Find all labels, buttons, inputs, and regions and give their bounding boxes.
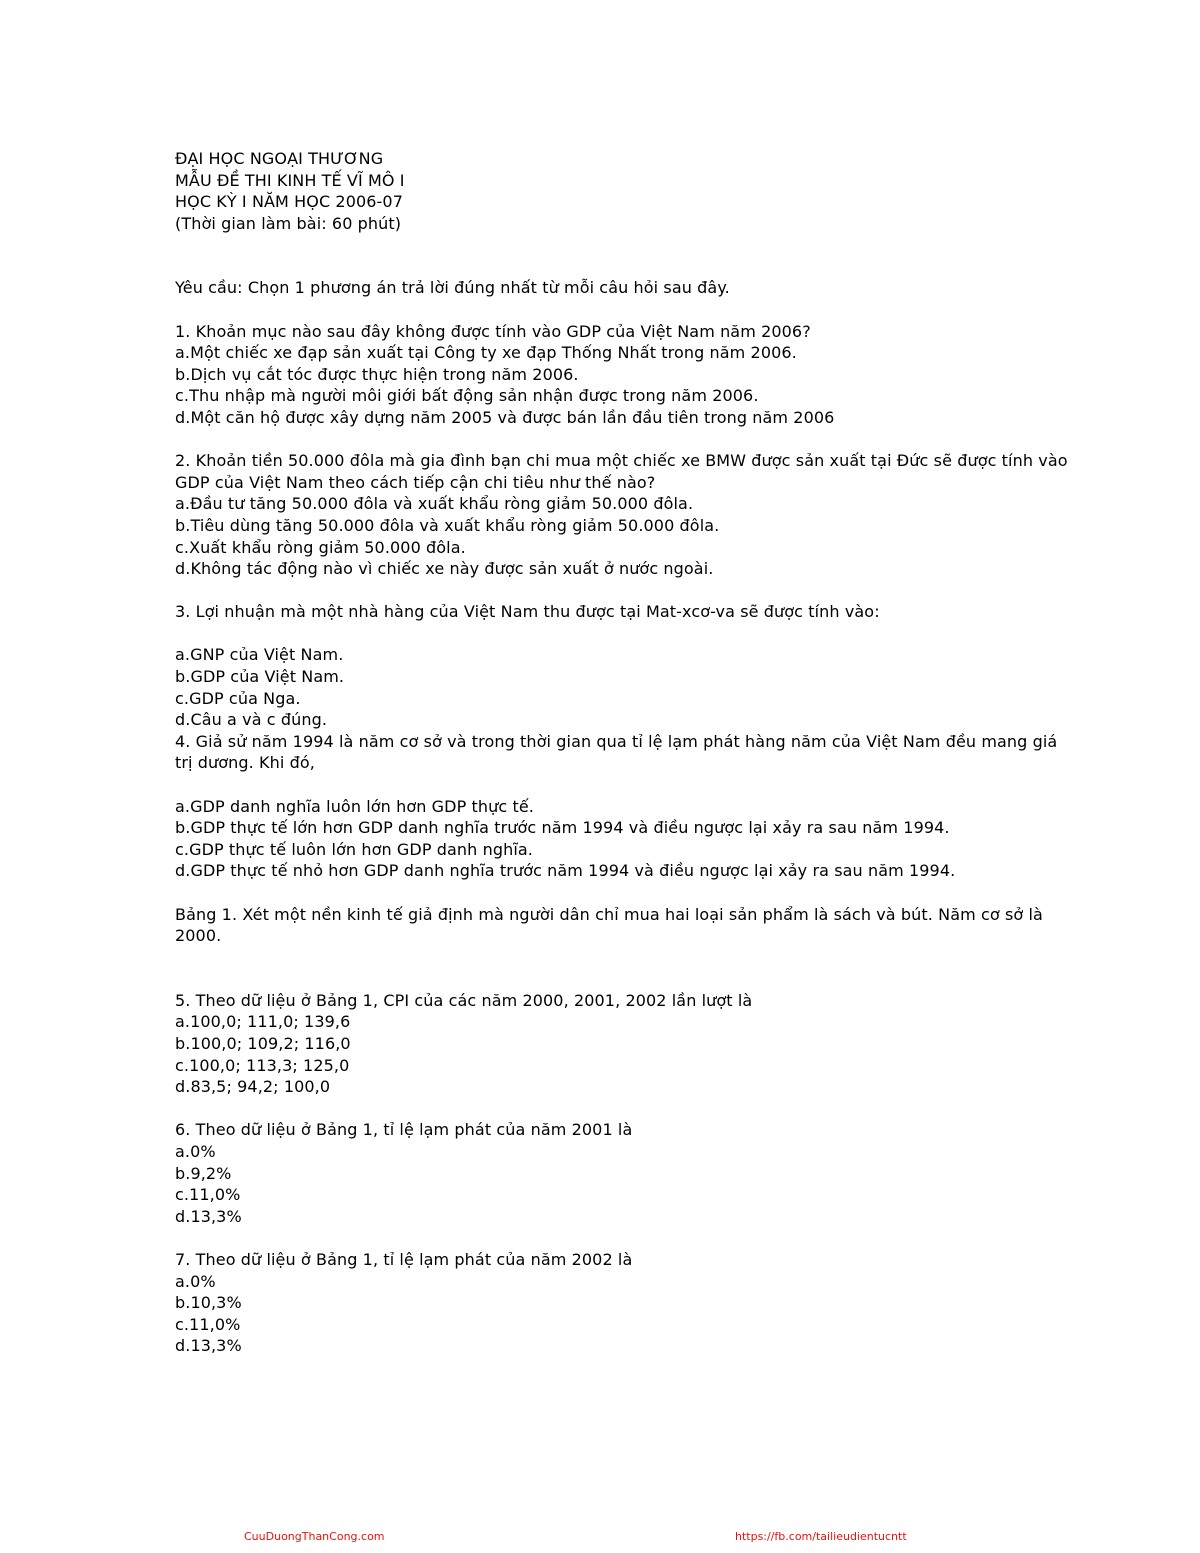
exam-duration: (Thời gian làm bài: 60 phút) (175, 213, 402, 233)
question-text: 2. Khoản tiền 50.000 đôla mà gia đình bạn chi mua một chiếc xe BMW được sản xuất tại Đức sẽ được tính vào GDP của Việt Nam theo cách tiếp cận chi tiêu như thế nào? (175, 451, 1073, 492)
option-a: a.0% (175, 1141, 216, 1161)
option-b: b.9,2% (175, 1163, 232, 1183)
footer-facebook-link[interactable]: https://fb.com/tailieudientucntt (735, 1530, 907, 1543)
option-b: b.GDP của Việt Nam. (175, 667, 345, 687)
option-c: c.GDP thực tế luôn lớn hơn GDP danh nghĩa. (175, 839, 533, 859)
option-c: c.Thu nhập mà người môi giới bất động sản nhận được trong năm 2006. (175, 386, 759, 406)
question-text: 1. Khoản mục nào sau đây không được tính vào GDP của Việt Nam năm 2006? (175, 321, 811, 341)
option-d: d.Không tác động nào vì chiếc xe này được sản xuất ở nước ngoài. (175, 559, 714, 579)
option-a: a.Một chiếc xe đạp sản xuất tại Công ty xe đạp Thống Nhất trong năm 2006. (175, 343, 797, 363)
option-d: d.13,3% (175, 1206, 242, 1226)
option-b: b.10,3% (175, 1293, 242, 1313)
option-d: d.83,5; 94,2; 100,0 (175, 1077, 331, 1097)
option-b: b.Dịch vụ cắt tóc được thực hiện trong năm 2006. (175, 364, 579, 384)
option-a: a.GDP danh nghĩa luôn lớn hơn GDP thực tế. (175, 796, 534, 816)
question-text: 3. Lợi nhuận mà một nhà hàng của Việt Nam thu được tại Mat-xcơ-va sẽ được tính vào: (175, 602, 880, 622)
option-b: b.Tiêu dùng tăng 50.000 đôla và xuất khẩu ròng giảm 50.000 đôla. (175, 515, 720, 535)
option-b: b.100,0; 109,2; 116,0 (175, 1033, 351, 1053)
option-c: c.GDP của Nga. (175, 688, 301, 708)
instruction: Yêu cầu: Chọn 1 phương án trả lời đúng nhất từ mỗi câu hỏi sau đây. (175, 278, 730, 298)
option-d: d.GDP thực tế nhỏ hơn GDP danh nghĩa trước năm 1994 và điều ngược lại xảy ra sau năm 1994. (175, 861, 956, 881)
question-1 (175, 321, 1075, 429)
question-text: 6. Theo dữ liệu ở Bảng 1, tỉ lệ lạm phát của năm 2001 là (175, 1120, 633, 1140)
exam-document (175, 148, 1075, 1357)
option-b: b.GDP thực tế lớn hơn GDP danh nghĩa trước năm 1994 và điều ngược lại xảy ra sau năm 1994. (175, 818, 950, 838)
option-c: c.11,0% (175, 1185, 241, 1205)
footer-source-link[interactable]: CuuDuongThanCong.com (244, 1530, 385, 1543)
table-note: Bảng 1. Xét một nền kinh tế giả định mà người dân chỉ mua hai loại sản phẩm là sách và bút. Năm cơ sở là 2000. (175, 904, 1049, 946)
question-7 (175, 1249, 1075, 1357)
question-text: 4. Giả sử năm 1994 là năm cơ sở và trong thời gian qua tỉ lệ lạm phát hàng năm của Việt Nam đều mang giá trị dương. Khi đó, (175, 731, 1063, 773)
university-name: ĐẠI HỌC NGOẠI THƯƠNG (175, 149, 384, 168)
question-4 (175, 731, 1075, 882)
question-text: 7. Theo dữ liệu ở Bảng 1, tỉ lệ lạm phát của năm 2002 là (175, 1249, 633, 1269)
question-5 (175, 990, 1075, 1098)
question-6 (175, 1119, 1075, 1227)
question-2 (175, 450, 1075, 580)
option-a: a.Đầu tư tăng 50.000 đôla và xuất khẩu ròng giảm 50.000 đôla. (175, 494, 694, 514)
option-c: c.Xuất khẩu ròng giảm 50.000 đôla. (175, 537, 466, 557)
option-a: a.GNP của Việt Nam. (175, 645, 344, 665)
option-d: d.13,3% (175, 1336, 242, 1356)
option-d: d.Một căn hộ được xây dựng năm 2005 và được bán lần đầu tiên trong năm 2006 (175, 407, 835, 427)
exam-term: HỌC KỲ I NĂM HỌC 2006-07 (175, 192, 403, 212)
question-text: 5. Theo dữ liệu ở Bảng 1, CPI của các năm 2000, 2001, 2002 lần lượt là (175, 990, 753, 1010)
exam-title: MẪU ĐỀ THI KINH TẾ VĨ MÔ I (175, 170, 405, 190)
option-a: a.0% (175, 1271, 216, 1291)
option-c: c.100,0; 113,3; 125,0 (175, 1055, 350, 1075)
option-d: d.Câu a và c đúng. (175, 710, 328, 730)
option-a: a.100,0; 111,0; 139,6 (175, 1012, 351, 1032)
option-c: c.11,0% (175, 1314, 241, 1334)
question-3 (175, 601, 1075, 731)
